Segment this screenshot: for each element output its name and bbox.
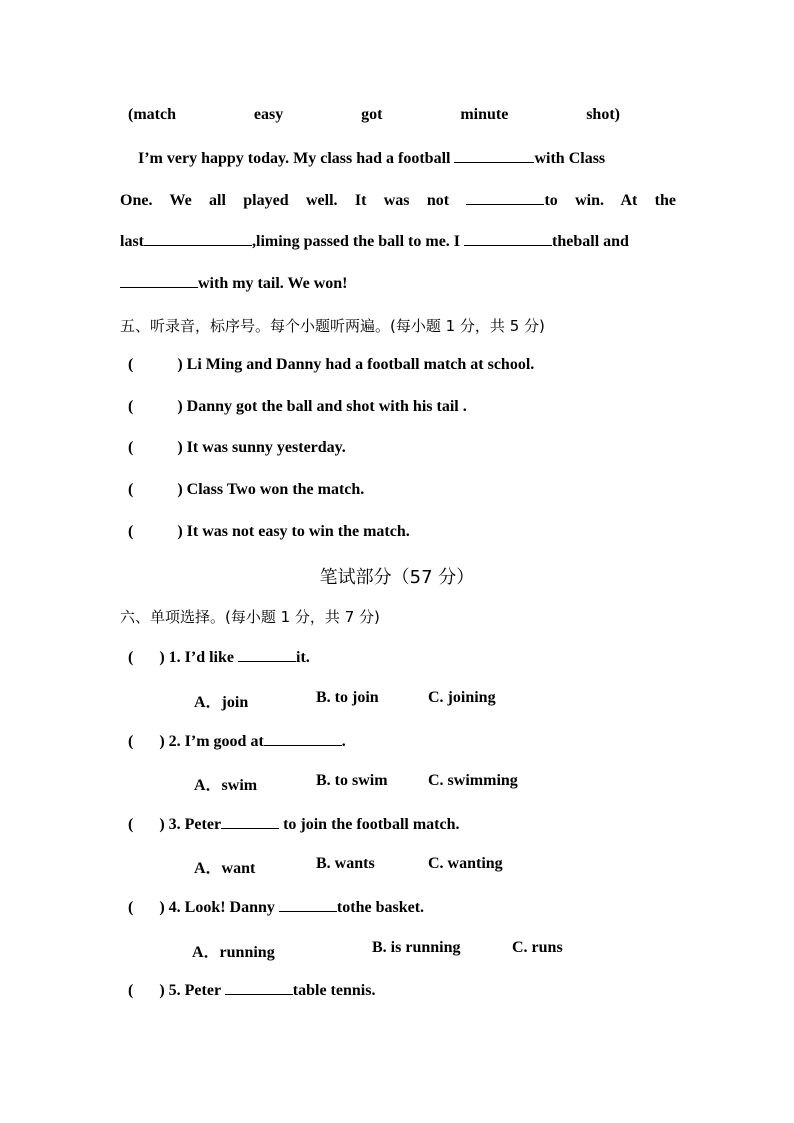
fill-blank[interactable] <box>464 231 552 246</box>
word-bank-item: got <box>361 106 383 123</box>
list-item: ( ) It was sunny yesterday. <box>128 439 346 456</box>
answer-paren-open[interactable]: ( <box>128 356 134 373</box>
option-b[interactable]: B. wants <box>316 855 375 872</box>
fill-blank[interactable] <box>144 231 252 246</box>
answer-paren-close[interactable]: ) <box>177 398 183 415</box>
answer-paren-close[interactable]: ) <box>159 899 165 916</box>
word-bank-item: (match <box>128 106 176 123</box>
option-b[interactable]: B. is running <box>372 939 461 956</box>
fill-blank[interactable] <box>221 814 279 829</box>
answer-paren-open[interactable]: ( <box>128 649 134 666</box>
passage-line-3: last ,liming passed the ball to me. I theball and <box>120 233 629 250</box>
answer-paren-close[interactable]: ) <box>159 733 165 750</box>
written-part-title: 笔试部分（57 分） <box>319 567 475 588</box>
word-bank-item: shot) <box>586 106 620 123</box>
word-bank-item: easy <box>253 106 284 123</box>
option-c[interactable]: C. wanting <box>428 855 503 872</box>
list-item: ( ) Danny got the ball and shot with his tail . <box>128 398 467 415</box>
answer-paren-open[interactable]: ( <box>128 982 134 999</box>
fill-blank[interactable] <box>466 190 544 205</box>
option-c[interactable]: C. swimming <box>428 772 518 789</box>
option-a[interactable]: A．join <box>194 694 249 711</box>
list-item: ( ) It was not easy to win the match. <box>128 523 410 540</box>
answer-paren-close[interactable]: ) <box>177 356 183 373</box>
fill-blank[interactable] <box>120 273 198 288</box>
fill-blank[interactable] <box>238 647 296 662</box>
option-c[interactable]: C. joining <box>428 689 496 706</box>
option-c[interactable]: C. runs <box>512 939 563 956</box>
answer-paren-open[interactable]: ( <box>128 899 134 916</box>
section-6-heading: 六、单项选择。(每小题 1 分，共 7 分) <box>120 608 380 626</box>
list-item: ( ) Class Two won the match. <box>128 481 365 498</box>
answer-paren-open[interactable]: ( <box>128 523 134 540</box>
answer-paren-close[interactable]: ) <box>159 649 165 666</box>
answer-paren-open[interactable]: ( <box>128 816 134 833</box>
passage-line-2: One. We all played well. It was not to win. At the <box>120 192 677 209</box>
answer-paren-open[interactable]: ( <box>128 398 134 415</box>
section-5-heading: 五、听录音，标序号。每个小题听两遍。(每小题 1 分，共 5 分) <box>120 317 545 335</box>
word-bank-item: minute <box>460 106 509 123</box>
fill-blank[interactable] <box>454 148 534 163</box>
answer-paren-close[interactable]: ) <box>177 439 183 456</box>
question-1: ( ) 1. I’d like it. <box>128 649 310 666</box>
option-a[interactable]: A．swim <box>194 777 258 794</box>
option-b[interactable]: B. to swim <box>316 772 388 789</box>
answer-paren-open[interactable]: ( <box>128 733 134 750</box>
answer-paren-close[interactable]: ) <box>177 481 183 498</box>
question-2: ( ) 2. I’m good at . <box>128 733 346 750</box>
fill-blank[interactable] <box>264 731 342 746</box>
option-a[interactable]: A．want <box>194 860 256 877</box>
passage-line-4: with my tail. We won! <box>120 273 347 293</box>
passage-line-1: I’m very happy today. My class had a football with Class <box>138 150 606 167</box>
answer-paren-close[interactable]: ) <box>159 816 165 833</box>
word-bank <box>128 106 620 124</box>
fill-blank[interactable] <box>279 897 337 912</box>
answer-paren-open[interactable]: ( <box>128 481 134 498</box>
answer-paren-close[interactable]: ) <box>159 982 165 999</box>
option-b[interactable]: B. to join <box>316 689 379 706</box>
list-item: ( ) Li Ming and Danny had a football match at school. <box>128 356 535 373</box>
fill-blank[interactable] <box>225 980 293 995</box>
question-3: ( ) 3. Peter to join the football match. <box>128 816 460 833</box>
question-5: ( ) 5. Peter table tennis. <box>128 982 376 999</box>
answer-paren-open[interactable]: ( <box>128 439 134 456</box>
question-4: ( ) 4. Look! Danny tothe basket. <box>128 899 425 916</box>
option-a[interactable]: A．running <box>192 944 275 961</box>
answer-paren-close[interactable]: ) <box>177 523 183 540</box>
